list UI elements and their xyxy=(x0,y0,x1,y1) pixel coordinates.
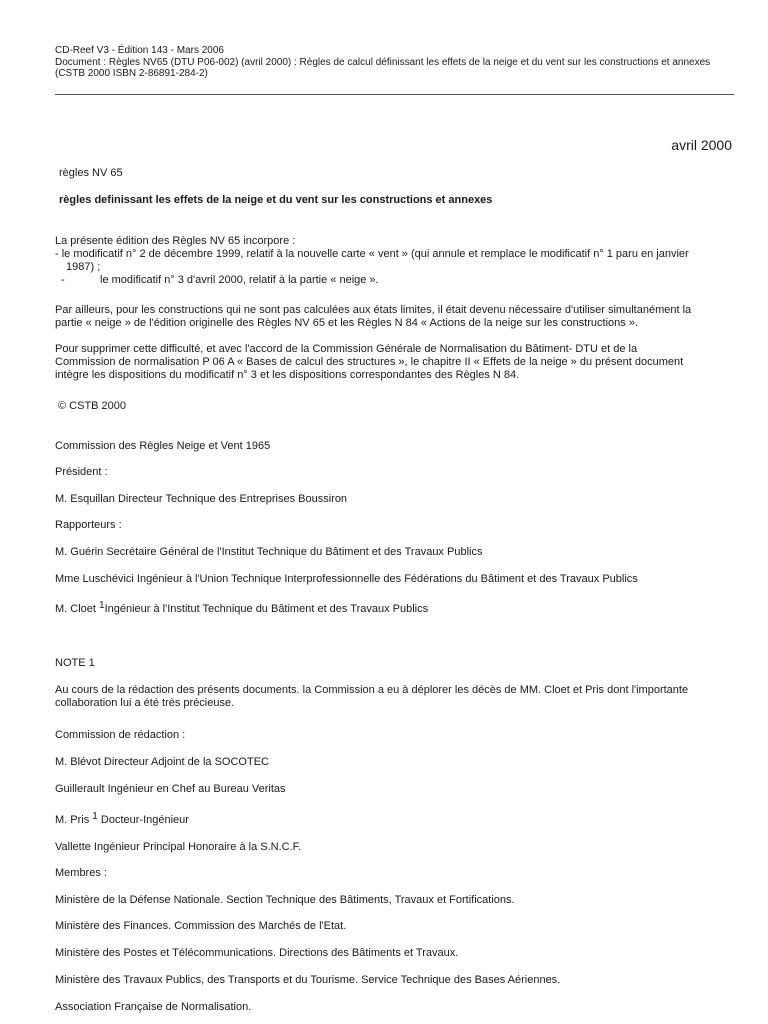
para-2-line-2: partie « neige » de l'édition originelle des Règles NV 65 et les Règles N 84 « Actions de la neige sur les constructions ». xyxy=(55,317,638,329)
item-2-dash: - xyxy=(61,274,65,286)
membres-label: Membres : xyxy=(55,867,107,879)
redaction-member-4: Vallette Ingénieur Principal Honoraire à la S.N.C.F. xyxy=(55,841,302,853)
redaction-member-1: M. Blévot Directeur Adjoint de la SOCOTEC xyxy=(55,756,269,768)
redaction-label: Commission de rédaction : xyxy=(55,729,186,741)
document-date: avril 2000 xyxy=(671,137,732,153)
redaction-member-3-name: M. Pris xyxy=(55,814,93,826)
commission-heading: Commission des Règles Neige et Vent 1965 xyxy=(55,440,271,452)
rapporteur-3 xyxy=(55,600,429,616)
copyright: © CSTB 2000 xyxy=(58,400,127,412)
item-1-line-1: - le modificatif n° 2 de décembre 1999, relatif à la nouvelle carte « vent » (qui annule et remplace le modificatif n° 1 paru en janvier xyxy=(55,248,689,260)
header-line-3: (CSTB 2000 ISBN 2-86891-284-2) xyxy=(55,68,208,79)
note-label: NOTE 1 xyxy=(55,657,95,669)
footnote-ref-2: 1 xyxy=(92,811,98,822)
short-title: règles NV 65 xyxy=(59,167,123,179)
para-3-line-2: Commission de normalisation P 06 A « Bases de calcul des structures », le chapitre II « Effets de la neige » du présent document xyxy=(55,356,684,368)
member-2: Ministère des Finances. Commission des Marchés de l'Etat. xyxy=(55,920,347,932)
item-2-text: le modificatif n° 3 d'avril 2000, relatif à la partie « neige ». xyxy=(100,274,379,286)
redaction-member-3-role: Docteur-Ingénieur xyxy=(97,814,189,826)
member-4: Ministère des Travaux Publics, des Transports et du Tourisme. Service Technique des Bases Aériennes. xyxy=(55,974,561,986)
item-1-line-2: 1987) ; xyxy=(66,261,101,273)
para-2-line-1: Par ailleurs, pour les constructions qui ne sont pas calculées aux états limites, il était devenu nécessaire d'utiliser simultanément la xyxy=(55,304,692,316)
member-5: Association Française de Normalisation. xyxy=(55,1001,252,1013)
page-header xyxy=(55,45,745,80)
member-1: Ministère de la Défense Nationale. Section Technique des Bâtiments, Travaux et Fortifications. xyxy=(55,894,515,906)
rapporteur-2: Mme Luschévici Ingénieur à l'Union Technique Interprofessionnelle des Fédérations du Bâtiment et des Travaux Publics xyxy=(55,573,638,585)
president-label: Président : xyxy=(55,466,108,478)
footnote-ref-1: 1 xyxy=(99,600,105,611)
para-3-line-1: Pour supprimer cette difficulté, et avec l'accord de la Commission Générale de Normalisation du Bâtiment- DTU et de la xyxy=(55,343,638,355)
intro-text: La présente édition des Règles NV 65 incorpore : xyxy=(55,235,296,247)
document-title: règles definissant les effets de la neige et du vent sur les constructions et annexes xyxy=(59,194,493,206)
president-name: M. Esquillan Directeur Technique des Entreprises Boussiron xyxy=(55,493,348,505)
note-line-2: collaboration lui a été très précieuse. xyxy=(55,697,235,709)
rapporteur-1: M. Guérin Secrétaire Général de l'Institut Technique du Bâtiment et des Travaux Publics xyxy=(55,546,483,558)
redaction-member-3 xyxy=(55,811,189,827)
para-3-line-3: intègre les dispositions du modificatif n° 3 et les dispositions correspondantes des Règles N 84. xyxy=(55,369,520,381)
member-3: Ministère des Postes et Télécommunications. Directions des Bâtiments et Travaux. xyxy=(55,947,459,959)
rapporteur-3-role: Ingénieur à l'Institut Technique du Bâtiment et des Travaux Publics xyxy=(104,603,429,615)
header-divider xyxy=(55,94,734,95)
header-line-1: CD-Reef V3 - Édition 143 - Mars 2006 xyxy=(55,45,224,56)
note-line-1: Au cours de la rédaction des présents documents. la Commission a eu à déplorer les décès de MM. Cloet et Pris dont l'importante xyxy=(55,684,689,696)
rapporteurs-label: Rapporteurs : xyxy=(55,519,122,531)
header-line-2: Document : Règles NV65 (DTU P06-002) (avril 2000) : Règles de calcul définissant les effets de la neige et du vent sur les constructions et annexes xyxy=(55,56,711,68)
rapporteur-3-name: M. Cloet xyxy=(55,603,100,615)
redaction-member-2: Guillerault Ingénieur en Chef au Bureau Veritas xyxy=(55,783,286,795)
